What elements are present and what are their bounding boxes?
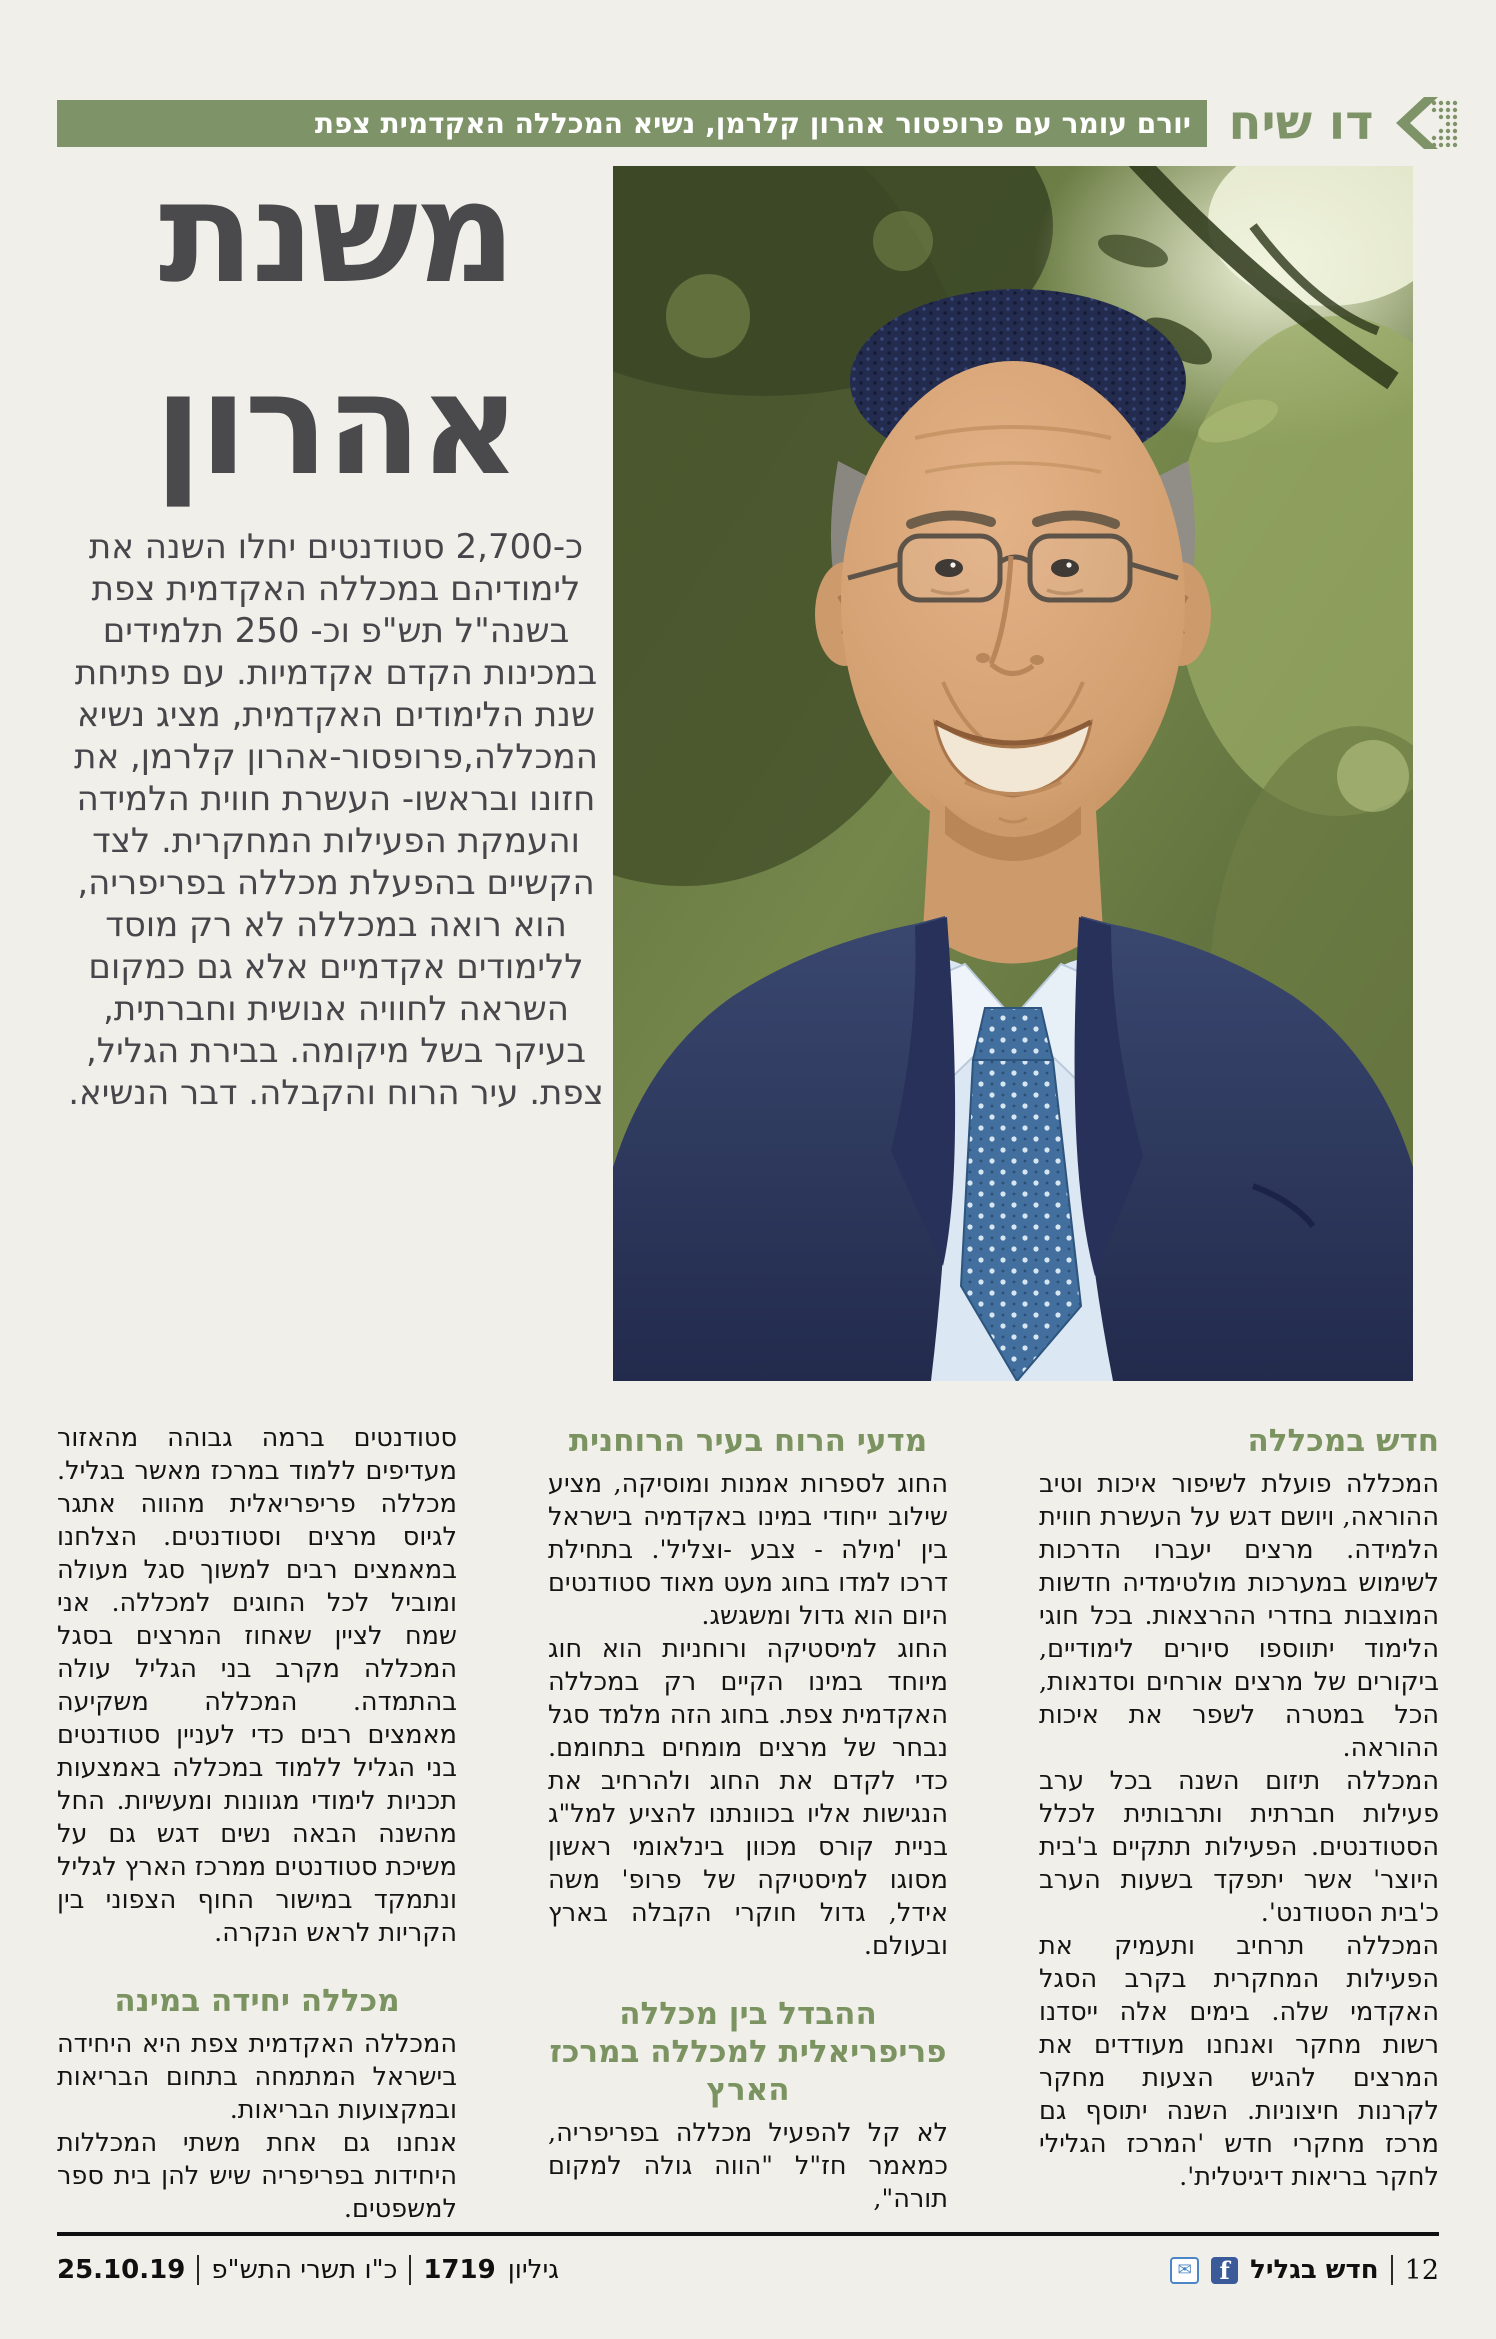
- section-kicker: דו שיח: [1228, 95, 1374, 151]
- column-paragraph: החוג למיסטיקה ורוחניות הוא חוג מיוחד במינו הקיים רק במכללה האקדמית צפת. בחוג הזה מלמד סגל נבחר של מרצים מומחים בתחומם. כדי לקדם את החוג ולהרחיב את הנגישות אליו בכוונתנו להציע למל"ג בניית קורס מכוון בינלאומי ראשון מסוגו למיסטיקה של פרופ' משה אידל, גדול חוקרי הקבלה בארץ ובעולם.: [548, 1634, 948, 1961]
- column-new-at-college: [1039, 1422, 1439, 2194]
- column-paragraph: המכללה פועלת לשיפור איכות וטיב ההוראה, ויושם דגש על העשרת חווית הלמידה. מרצים יעברו הדרכות לשימוש במערכות מולטימדיה חדשות המוצבות בחדרי ההרצאות. בכל חוגי הלימוד יתווספו סיורים לימודיים, ביקורים של מרצים אורחים וסדנאות, הכל במטרה לשפר את איכות ההוראה.: [1039, 1469, 1439, 1763]
- issue-label: גיליון: [507, 2255, 559, 2285]
- gregorian-date: 25.10.19: [57, 2255, 186, 2285]
- issue-number: 1719: [423, 2255, 496, 2285]
- newsletter-icon: ✉: [1170, 2257, 1199, 2284]
- footer-separator: [409, 2255, 411, 2285]
- footer: [57, 2250, 1439, 2290]
- lead-paragraph: כ-2,700 סטודנטים יחלו השנה את לימודיהם במכללה האקדמית צפת בשנה"ל תש"פ וכ- 250 תלמידים במכינות הקדם אקדמיות. עם פתיחת שנת הלימודים האקדמית, מציג נשיא המכללה,פרופסור-אהרון קלרמן, את חזונו ובראשו- העשרת חווית הלמידה והעמקת הפעילות המחקרית. לצד הקשיים בהפעלת מכללה בפריפריה, הוא רואה במכללה לא רק מוסד ללימודים אקדמיים אלא גם כמקום השראה לחוויה אנושית וחברתית, בעיקר בשל מיקומה. בבירת הגליל, צפת. עיר הרוח והקבלה. דבר הנשיא.: [68, 527, 604, 1113]
- column-subheading: מכללה יחידה במינה: [114, 1983, 400, 2019]
- footer-issue-group: [57, 2250, 559, 2290]
- header-strap: יורם עומר עם פרופסור אהרון קלרמן, נשיא המכללה האקדמית צפת: [57, 100, 1207, 147]
- footer-rule: [57, 2232, 1439, 2236]
- column-subheading: ההבדל בין מכללה פריפריאלית למכללה במרכז הארץ: [549, 1996, 947, 2108]
- column-heading: מדעי הרוח בעיר הרוחנית: [568, 1423, 928, 1459]
- column-paragraph: המכללה האקדמית צפת היא היחידה בישראל המתמחה בתחום הבריאות ובמקצועות הבריאות.: [57, 2029, 457, 2125]
- portrait-photo: [613, 166, 1413, 1381]
- column-paragraph: המכללה תיזום השנה בכל ערב פעילות חברתית ותרבותית לכלל הסטודנטים. הפעילות תתקיים ב'בית היוצר' אשר יתפקד בשעות הערב כ'בית הסטודנט'.: [1039, 1766, 1439, 1928]
- article-title-line2: אהרון: [154, 344, 518, 507]
- footer-separator: [1391, 2255, 1393, 2285]
- page-number: 12: [1404, 2254, 1439, 2286]
- column-paragraph: המכללה תרחיב ותעמיק את הפעילות המחקרית בקרב הסגל האקדמי שלה. בימים אלה ייסדנו רשות מחקר ואנחנו מעודדים את המרצים להגיש הצעות מחקר לקרנות חיצוניות. השנה יתוסף גם מרכז מחקרי חדש 'המרכז הגלילי לחקר בריאות דיגיטלית'.: [1039, 1931, 1439, 2192]
- facebook-icon: f: [1211, 2257, 1238, 2284]
- column-paragraph: אנחנו גם אחת משתי המכללות היחידות בפריפריה שיש להן בית ספר למשפטים.: [57, 2128, 457, 2224]
- footer-brand-group: [1170, 2250, 1439, 2290]
- article-title: [57, 138, 615, 522]
- article-title-line1: משנת: [158, 152, 514, 315]
- column-paragraph: סטודנטים ברמה גבוהה מהאזור מעדיפים ללמוד במרכז מאשר בגליל. מכללה פריפריאלית מהווה אתגר לגיוס מרצים וסטודנטים. הצלחנו במאמצים רבים למשוך סגל מעולה ומוביל לכל החוגים למכללה. אני שמח לציין שאחוז המרצים בסגל המכללה מקרב בני הגליל עולה בהתמדה. המכללה משקיעה מאמצים רבים כדי לעניין סטודנטים בני הגליל ללמוד במכללה באמצעות תכניות לימודי מגוונות ומעשיות. החל מהשנה הבאה נשים דגש גם על משיכת סטודנטים ממרכז הארץ לגליל ונתמקד במישור החוף הצפוני בין הקריות לראש הנקרה.: [57, 1423, 457, 1948]
- chevron-left-halftone-icon: [1394, 95, 1460, 151]
- column-paragraph: לא קל להפעיל מכללה בפריפריה, כמאמר חז"ל "הווה גולה למקום תורה",: [548, 2118, 948, 2214]
- footer-separator: [197, 2255, 199, 2285]
- column-unique-college: [57, 1422, 457, 2226]
- hebrew-date: כ"ו תשרי התש"פ: [211, 2255, 398, 2285]
- column-humanities: [548, 1422, 948, 2216]
- publication-name: חדש בגליל: [1250, 2255, 1379, 2285]
- column-paragraph: החוג לספרות אמנות ומוסיקה, מציע שילוב ייחודי במינו באקדמיה בישראל בין 'מילה - צבע -וצליל'. בתחילת דרכו למדו בחוג מעט מאוד סטודנטים היום הוא גדול ומשגשג.: [548, 1469, 948, 1631]
- column-heading: חדש במכללה: [1247, 1423, 1439, 1459]
